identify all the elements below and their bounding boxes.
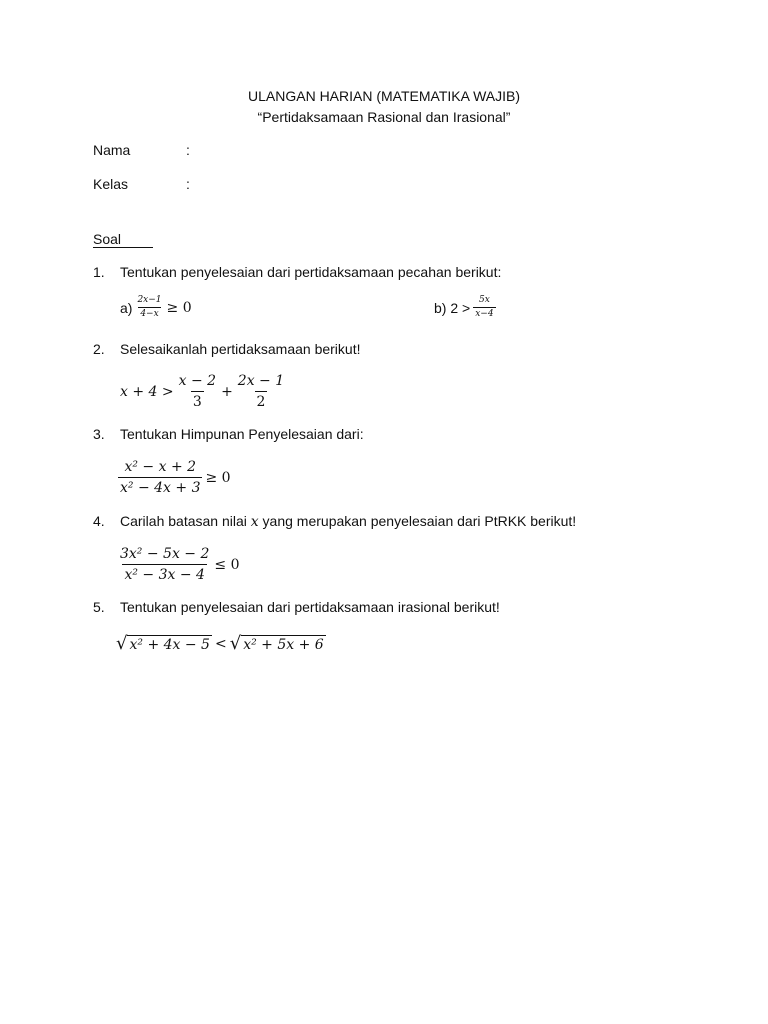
q1-a-fraction	[135, 295, 163, 320]
q1-a-label: a)	[120, 299, 133, 316]
q2-fraction-2	[236, 372, 286, 411]
q5-right-radicand: x² + 5x + 6	[243, 637, 324, 653]
section-heading	[93, 231, 153, 248]
q4-text-before: Carilah batasan nilai	[120, 513, 247, 529]
q3-numerator: x² − x + 2	[124, 459, 197, 475]
radical-sign-icon: √	[116, 633, 128, 654]
q1-b-numerator: 5x	[478, 295, 490, 305]
q5-relation: <	[214, 636, 227, 652]
q1-part-a	[120, 295, 192, 320]
q4-expression	[118, 545, 239, 584]
q5-left-radicand: x² + 4x − 5	[129, 637, 210, 653]
q2-expression	[120, 372, 286, 411]
q1-text: Tentukan penyelesaian dari pertidaksamaan pecahan berikut:	[120, 264, 502, 280]
q4-number: 4.	[93, 513, 105, 529]
q4-relation: ≤ 0	[214, 556, 240, 573]
q2-f1-denominator: 3	[191, 391, 204, 411]
q3-text: Tentukan Himpunan Penyelesaian dari:	[120, 426, 364, 442]
q1-part-b	[434, 295, 496, 320]
q4-text	[120, 512, 576, 531]
q4-text-after: yang merupakan penyelesaian dari PtRKK berikut!	[262, 513, 577, 529]
page-title: ULANGAN HARIAN (MATEMATIKA WAJIB)	[248, 88, 520, 104]
q4-fraction	[118, 545, 211, 584]
q3-expression	[118, 458, 231, 497]
q1-a-denominator: 4−x	[140, 309, 159, 319]
q2-f2-numerator: 2x − 1	[237, 373, 285, 389]
q2-f1-numerator: x − 2	[178, 373, 217, 389]
q3-relation: ≥ 0	[205, 469, 231, 486]
section-label: Soal	[93, 231, 122, 247]
q5-number: 5.	[93, 599, 105, 615]
radical-sign-icon: √	[229, 633, 242, 654]
q1-a-numerator: 2x−1	[137, 295, 162, 305]
q2-text: Selesaikanlah pertidaksamaan berikut!	[120, 341, 361, 357]
q3-fraction	[118, 458, 202, 497]
q3-number: 3.	[93, 426, 105, 442]
q3-denominator: x² − 4x + 3	[118, 477, 202, 497]
q1-b-denominator: x−4	[475, 309, 494, 319]
q1-number: 1.	[93, 264, 105, 280]
field-name-separator: :	[186, 142, 190, 158]
q1-b-fraction	[473, 295, 495, 320]
q1-b-label: b) 2 >	[434, 299, 471, 316]
field-class-label: Kelas	[93, 176, 129, 192]
q4-denominator: x² − 3x − 4	[122, 564, 206, 584]
q2-number: 2.	[93, 341, 105, 357]
q2-fraction-1	[177, 372, 218, 411]
q1-a-relation: ≥ 0	[166, 299, 192, 316]
field-name-label: Nama	[93, 142, 131, 158]
q5-right-sqrt	[230, 634, 326, 654]
q2-f2-denominator: 2	[255, 391, 268, 411]
q4-numerator: 3x² − 5x − 2	[120, 546, 210, 562]
q2-lhs: x + 4 >	[120, 383, 174, 400]
q5-expression	[116, 634, 326, 654]
q5-text: Tentukan penyelesaian dari pertidaksamaan irasional berikut!	[120, 599, 500, 615]
page-subtitle: “Pertidaksamaan Rasional dan Irasional”	[257, 109, 511, 125]
q4-variable: x	[250, 514, 259, 530]
q5-left-sqrt	[116, 634, 212, 654]
field-class-separator: :	[186, 176, 190, 192]
q2-operator: +	[221, 383, 233, 400]
